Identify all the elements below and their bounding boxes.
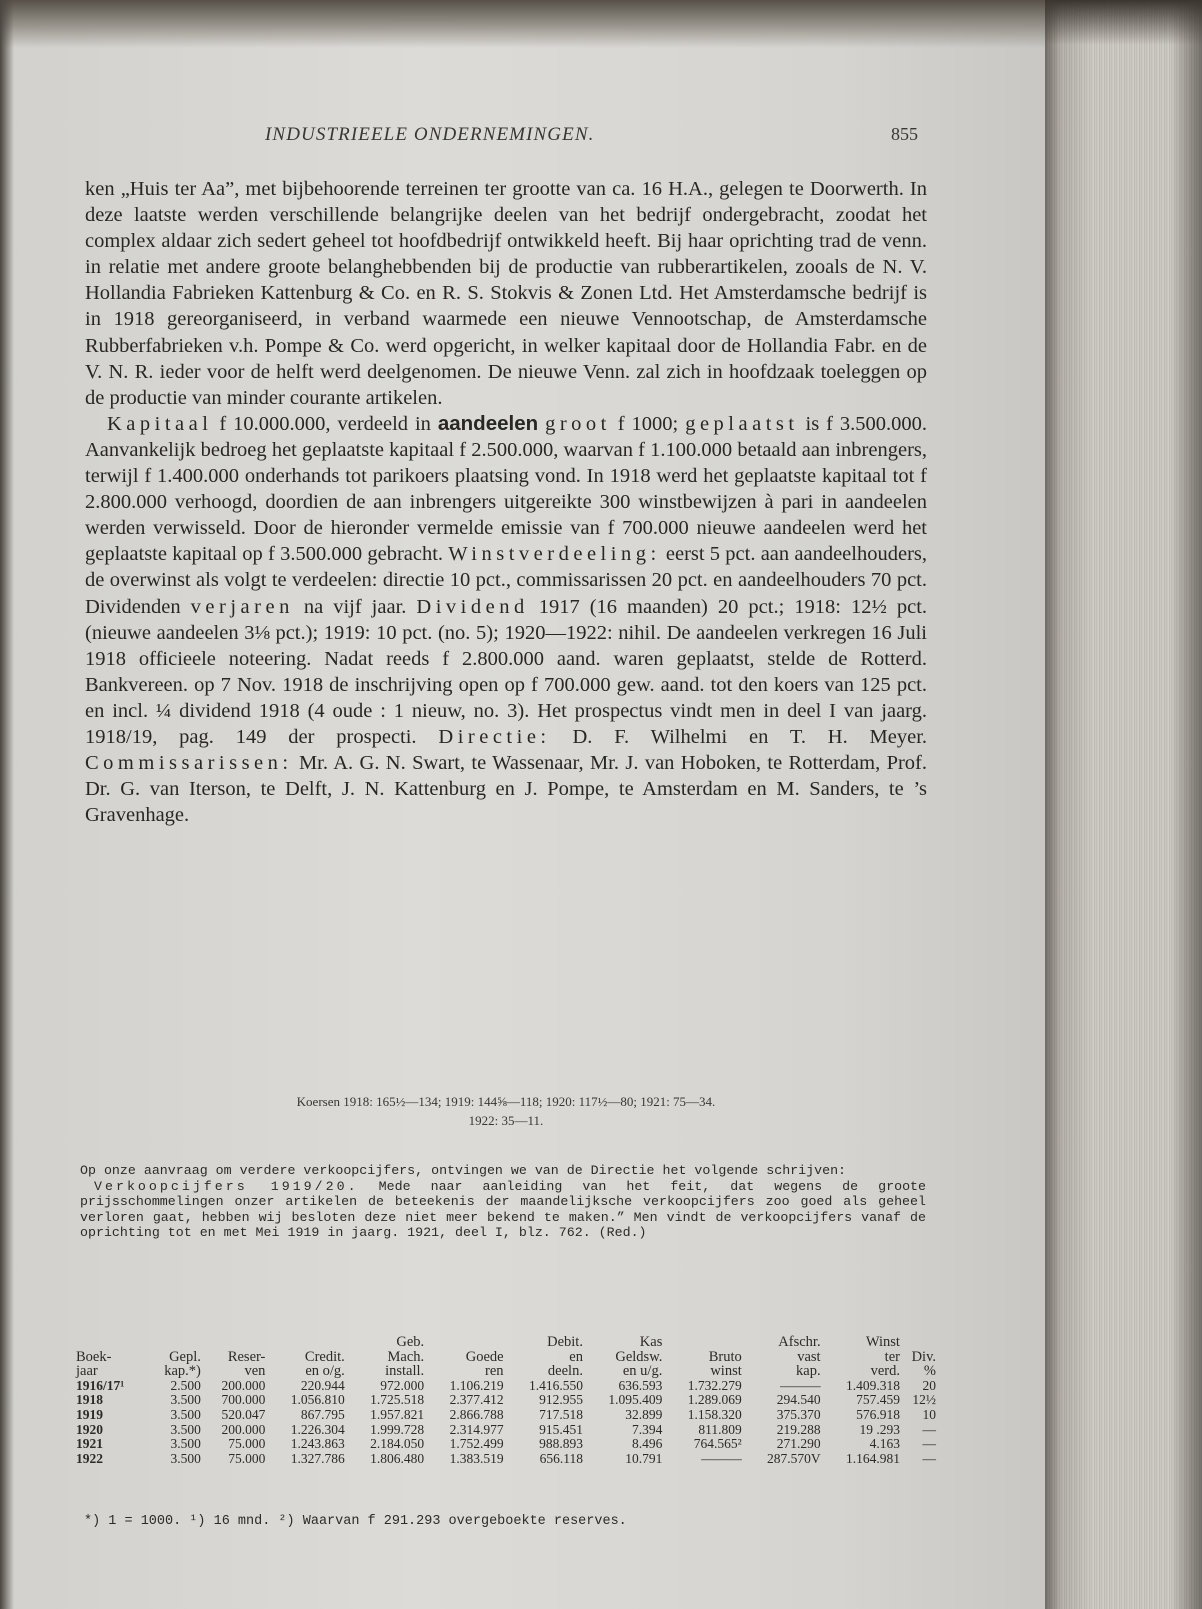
table-header-boekjaar: Boek- xyxy=(76,1348,112,1365)
table-header-bruto-winst: winst xyxy=(710,1363,742,1380)
text-kapitaal-c: is f 3.500.000. Aanvankelijk bedroeg het geplaatste kapitaal f 2.500.000, waarvan f 1.100.000 betaald aan inbrengers, terwijl f 1.400.000 onderhands tot parikoers plaatsing vond. In 1918 werd het geplaatste kapitaal tot f 2.800.000 verhoogd, doordien de aan inbrengers uitgereikte 300 winstbewijzen à pari in aandeelen werden verwisseld. Door de hieronder vermelde emissie van f 700.000 nieuwe aandeelen werd het geplaatste kapitaal op f 3.500.000 gebracht. xyxy=(85,412,928,566)
table-cell-reserven: 75.000 xyxy=(228,1436,266,1452)
label-commissarissen: Commissarissen: xyxy=(85,752,293,775)
label-aandeelen: aandeelen xyxy=(437,411,539,435)
table-cell-boekjaar: 1922 xyxy=(76,1450,103,1466)
table-row xyxy=(76,1423,936,1438)
body-text xyxy=(85,176,927,828)
table-row xyxy=(76,1393,936,1408)
management-letter xyxy=(80,1163,926,1241)
table-cell-crediteuren: 1.226.304 xyxy=(290,1421,345,1437)
paragraph-history: ken „Huis ter Aa”, met bijbehoorende terreinen ter grootte van ca. 16 H.A., gelegen te Doorwerth. In deze laatste werden verschillende belangrijke deelen van het bedrijf ondergebracht, zoodat het complex aldaar zich sedert geheel tot hoofdbedrijf ontwikkeld heeft. Bij haar oprichting trad de venn. in relatie met andere groote belanghebbenden bij de productie van rubberartikelen, zooals de N. V. Hollandia Fabrieken Kattenburg & Co. en R. S. Stokvis & Zonen Ltd. Het Amsterdamsche bedrijf is in 1918 gereorganiseerd, in verband waarmede een nieuwe Vennootschap, de Amsterdamsche Rubberfabrieken v.h. Pompe & Co. werd opgericht, in welker kapitaal door de Hollandia Fabr. en de V. N. R. ieder voor de helft werd deelgenomen. De nieuwe Venn. zal zich in hoofdzaak toeleggen op de productie van minder courante artikelen. xyxy=(85,178,927,409)
table-cell-goodwill: 1.106.219 xyxy=(449,1377,504,1393)
table-cell-geplaatst-kapitaal: 3.500 xyxy=(170,1450,201,1466)
table-cell-dividend: — xyxy=(922,1421,936,1437)
letter-body xyxy=(80,1179,926,1241)
table-header-bruto-winst xyxy=(662,1335,741,1350)
table-cell-afschrijving: 287.570V xyxy=(766,1450,821,1466)
running-header xyxy=(0,124,1045,148)
table-cell-dividend: — xyxy=(922,1436,936,1452)
table-header-boekjaar xyxy=(76,1335,147,1350)
table-row xyxy=(76,1437,936,1452)
table-row xyxy=(76,1379,936,1394)
table-header-kas-geldswaarden: Geldsw. xyxy=(615,1348,663,1365)
table-cell-bruto-winst: 1.289.069 xyxy=(687,1392,742,1408)
top-shadow xyxy=(0,0,1045,48)
table-header-dividend: Div. xyxy=(911,1348,936,1365)
text-kapitaal-h: Mr. A. G. N. Swart, te Wassenaar, Mr. J. van Hoboken, te Rotterdam, Prof. Dr. G. van Iterson, te Delft, J. N. Kattenburg en J. Pompe, te Amsterdam en M. Sanders, te ’s Gravenhage. xyxy=(85,752,927,827)
table-header-debiteuren: deeln. xyxy=(547,1363,583,1380)
table-cell-kas-geldswaarden: 8.496 xyxy=(631,1436,663,1452)
table-header-reserven: Reser- xyxy=(227,1348,266,1365)
table-cell-reserven: 700.000 xyxy=(221,1392,266,1408)
table-cell-boekjaar: 1919 xyxy=(76,1406,103,1422)
table-cell-crediteuren: 867.795 xyxy=(300,1406,345,1422)
table-cell-kas-geldswaarden: 10.791 xyxy=(625,1450,663,1466)
page-edges-shadow xyxy=(1045,0,1202,1609)
table-row xyxy=(76,1408,936,1423)
table-header-kas-geldswaarden: Kas xyxy=(639,1334,663,1350)
table-header-gebouwen-machines: Geb. xyxy=(396,1334,425,1350)
table-row xyxy=(76,1452,936,1467)
table-header-afschrijving: kap. xyxy=(796,1363,821,1380)
table-header-gebouwen-machines: install. xyxy=(385,1363,425,1380)
table-cell-kas-geldswaarden: 1.095.409 xyxy=(608,1392,663,1408)
table-cell-bruto-winst: 1.158.320 xyxy=(687,1406,742,1422)
table-header-crediteuren: Credit. xyxy=(304,1348,345,1365)
table-cell-dividend: 20 xyxy=(922,1377,936,1393)
label-dividend: Dividend xyxy=(416,595,529,618)
table-header-dividend xyxy=(900,1335,936,1350)
table-cell-gebouwen-machines: 1.957.821 xyxy=(370,1406,425,1422)
label-directie: Directie: xyxy=(438,725,551,748)
label-verjaren: verjaren xyxy=(190,595,294,618)
text-kapitaal-d: eerst 5 pct. aan aandeelhouders, de overwinst als volgt te verdeelen: directie 10 pct., commissarissen 20 pct. en aandeelhouders 70 pct. Dividenden xyxy=(85,543,927,618)
table-header-winst: verd. xyxy=(870,1363,900,1380)
label-geplaatst: geplaatst xyxy=(685,412,799,435)
table-header-reserven xyxy=(201,1335,266,1350)
letter-text: Mede naar aanleiding van het feit, dat wegens de groote prijsschommelingen onzer artikelen de beteekenis der maandelijksche verkoopcijfers zoo goed als geheel verloren gaat, hebben wij besloten deze niet meer bekend te maken.” Men vindt de verkoopcijfers vanaf de oprichting tot en met Mei 1919 in jaarg. 1921, deel I, blz. 762. (Red.) xyxy=(80,1178,927,1241)
table-header-geplaatst-kapitaal: kap.*) xyxy=(164,1363,201,1380)
table-cell-bruto-winst: 1.732.279 xyxy=(687,1377,742,1393)
table-header-boekjaar: jaar xyxy=(76,1363,98,1380)
table-cell-winst: 1.164.981 xyxy=(845,1450,900,1466)
table-header-debiteuren: Debit. xyxy=(547,1334,583,1350)
text-kapitaal-g: D. F. Wilhelmi en T. H. Meyer. xyxy=(572,725,928,748)
table-header-geplaatst-kapitaal: Gepl. xyxy=(169,1348,201,1365)
table-cell-reserven: 200.000 xyxy=(221,1421,266,1437)
table-cell-afschrijving: 375.370 xyxy=(776,1406,821,1422)
table-body xyxy=(76,1379,936,1467)
table-cell-afschrijving: 271.290 xyxy=(776,1436,821,1452)
letter-label: Verkoopcijfers 1919/20. xyxy=(94,1178,359,1194)
table-cell-afschrijving: 294.540 xyxy=(776,1392,821,1408)
table-header-debiteuren: en xyxy=(569,1348,583,1365)
table-cell-reserven: 75.000 xyxy=(228,1450,266,1466)
table-cell-debiteuren: 717.518 xyxy=(539,1406,583,1422)
table-cell-gebouwen-machines: 2.184.050 xyxy=(370,1436,425,1452)
table-header-gebouwen-machines: Mach. xyxy=(387,1348,425,1365)
table-cell-boekjaar: 1921 xyxy=(76,1436,103,1452)
header-title: INDUSTRIEELE ONDERNEMINGEN. xyxy=(265,124,595,145)
table-cell-debiteuren: 912.955 xyxy=(539,1392,583,1408)
share-prices-line-1: Koersen 1918: 165½—134; 1919: 144⅝—118; 1920: 117½—80; 1921: 75—34. xyxy=(296,1094,716,1109)
page-number: 855 xyxy=(891,124,918,144)
text-kapitaal-b: f 1000; xyxy=(617,412,679,435)
table-cell-boekjaar: 1916/17¹ xyxy=(76,1377,125,1393)
table-cell-geplaatst-kapitaal: 3.500 xyxy=(170,1421,201,1437)
table-cell-debiteuren: 656.118 xyxy=(539,1450,583,1466)
table-cell-goodwill: 1.383.519 xyxy=(449,1450,504,1466)
table-header-goodwill: ren xyxy=(485,1363,504,1380)
table-footnote: *) 1 = 1000. ¹) 16 mnd. ²) Waarvan f 291.293 overgeboekte reserves. xyxy=(84,1514,627,1529)
table-header-goodwill xyxy=(424,1335,503,1350)
page-edges-top-shadow xyxy=(1045,0,1202,45)
table-header-afschrijving: vast xyxy=(797,1348,821,1365)
table-cell-dividend: 10 xyxy=(922,1406,936,1422)
label-winstverdeeling: Winstverdeeling: xyxy=(448,543,661,566)
table-cell-boekjaar: 1920 xyxy=(76,1421,103,1437)
table-header-row-2 xyxy=(76,1350,936,1365)
table-cell-debiteuren: 915.451 xyxy=(539,1421,583,1437)
table-cell-bruto-winst: 764.565² xyxy=(693,1436,742,1452)
table-cell-dividend: 12½ xyxy=(912,1392,936,1408)
paragraph-capital xyxy=(85,411,927,829)
table-header-crediteuren: en o/g. xyxy=(305,1363,345,1380)
table-cell-winst: 576.918 xyxy=(856,1406,900,1422)
table-cell-crediteuren: 220.944 xyxy=(300,1377,345,1393)
table-cell-debiteuren: 988.893 xyxy=(539,1436,583,1452)
table-cell-crediteuren: 1.327.786 xyxy=(290,1450,345,1466)
table-cell-reserven: 200.000 xyxy=(221,1377,266,1393)
table-header-crediteuren xyxy=(265,1335,344,1350)
table-cell-winst: 1.409.318 xyxy=(845,1377,900,1393)
table-header-goodwill: Goede xyxy=(465,1348,504,1365)
table-cell-kas-geldswaarden: 32.899 xyxy=(625,1406,663,1422)
table-cell-bruto-winst: ——— xyxy=(701,1450,742,1466)
table-cell-goodwill: 2.377.412 xyxy=(449,1392,504,1408)
table-cell-debiteuren: 1.416.550 xyxy=(528,1377,583,1393)
text-kapitaal-e: na vijf jaar. xyxy=(303,595,407,618)
table-cell-goodwill: 2.314.977 xyxy=(449,1421,504,1437)
table-cell-dividend: — xyxy=(922,1450,936,1466)
table-cell-winst: 19 .293 xyxy=(859,1421,900,1437)
table-cell-boekjaar: 1918 xyxy=(76,1392,103,1408)
text-kapitaal-f: 1917 (16 maanden) 20 pct.; 1918: 12½ pct. (nieuwe aandeelen 3⅛ pct.); 1919: 10 pct. (no. 5); 1920—1922: nihil. De aandeelen verkregen 16 Juli 1918 officieele noteering. Nadat reeds f 2.800.000 aand. waren geplaatst, stelde de Rotterd. Bankvereen. op 7 Nov. 1918 de inschrijving open op f 700.000 gew. aand. tot den koers van 125 pct. en incl. ¼ dividend 1918 (4 oude : 1 nieuw, no. 3). Het prospectus vindt men in deel I van jaarg. 1918/19, pag. 149 der prospecti. xyxy=(85,595,928,748)
label-groot: groot xyxy=(545,412,611,435)
table-header-row-3 xyxy=(76,1364,936,1379)
table-cell-goodwill: 1.752.499 xyxy=(449,1436,504,1452)
left-shadow xyxy=(0,0,14,1609)
table-cell-goodwill: 2.866.788 xyxy=(449,1406,504,1422)
table-header-winst: Winst xyxy=(865,1334,900,1350)
share-prices xyxy=(85,1092,927,1130)
table-cell-afschrijving: ——— xyxy=(780,1377,821,1393)
table-header-afschrijving: Afschr. xyxy=(778,1334,821,1350)
table-header-row-1 xyxy=(76,1335,936,1350)
table-cell-crediteuren: 1.243.863 xyxy=(290,1436,345,1452)
table-header-kas-geldswaarden: en u/g. xyxy=(622,1363,663,1380)
table-header-reserven: ven xyxy=(244,1363,266,1380)
label-kapitaal: Kapitaal xyxy=(107,412,213,435)
table-cell-geplaatst-kapitaal: 3.500 xyxy=(170,1436,201,1452)
financial-table xyxy=(76,1335,936,1466)
table-cell-gebouwen-machines: 1.999.728 xyxy=(370,1421,425,1437)
table-cell-gebouwen-machines: 1.725.518 xyxy=(370,1392,425,1408)
text-kapitaal-a: f 10.000.000, verdeeld in xyxy=(219,412,431,435)
table-cell-kas-geldswaarden: 636.593 xyxy=(618,1377,663,1393)
table-cell-gebouwen-machines: 972.000 xyxy=(380,1377,425,1393)
table-cell-geplaatst-kapitaal: 3.500 xyxy=(170,1406,201,1422)
table-header-dividend: % xyxy=(923,1363,936,1380)
table-cell-geplaatst-kapitaal: 3.500 xyxy=(170,1392,201,1408)
letter-intro: Op onze aanvraag om verdere verkoopcijfers, ontvingen we van de Directie het volgende schrijven: xyxy=(80,1163,847,1178)
table-header-geplaatst-kapitaal xyxy=(147,1335,201,1350)
table-cell-reserven: 520.047 xyxy=(221,1406,266,1422)
table-cell-winst: 757.459 xyxy=(856,1392,900,1408)
table-header-bruto-winst: Bruto xyxy=(708,1348,742,1365)
table-cell-crediteuren: 1.056.810 xyxy=(290,1392,345,1408)
table-header-winst: ter xyxy=(884,1348,900,1365)
table-cell-winst: 4.163 xyxy=(869,1436,900,1452)
share-prices-line-2: 1922: 35—11. xyxy=(468,1113,544,1128)
table-cell-geplaatst-kapitaal: 2.500 xyxy=(170,1377,201,1393)
table-cell-gebouwen-machines: 1.806.480 xyxy=(370,1450,425,1466)
table-cell-bruto-winst: 811.809 xyxy=(698,1421,742,1437)
table-cell-kas-geldswaarden: 7.394 xyxy=(631,1421,663,1437)
table-cell-afschrijving: 219.288 xyxy=(776,1421,821,1437)
